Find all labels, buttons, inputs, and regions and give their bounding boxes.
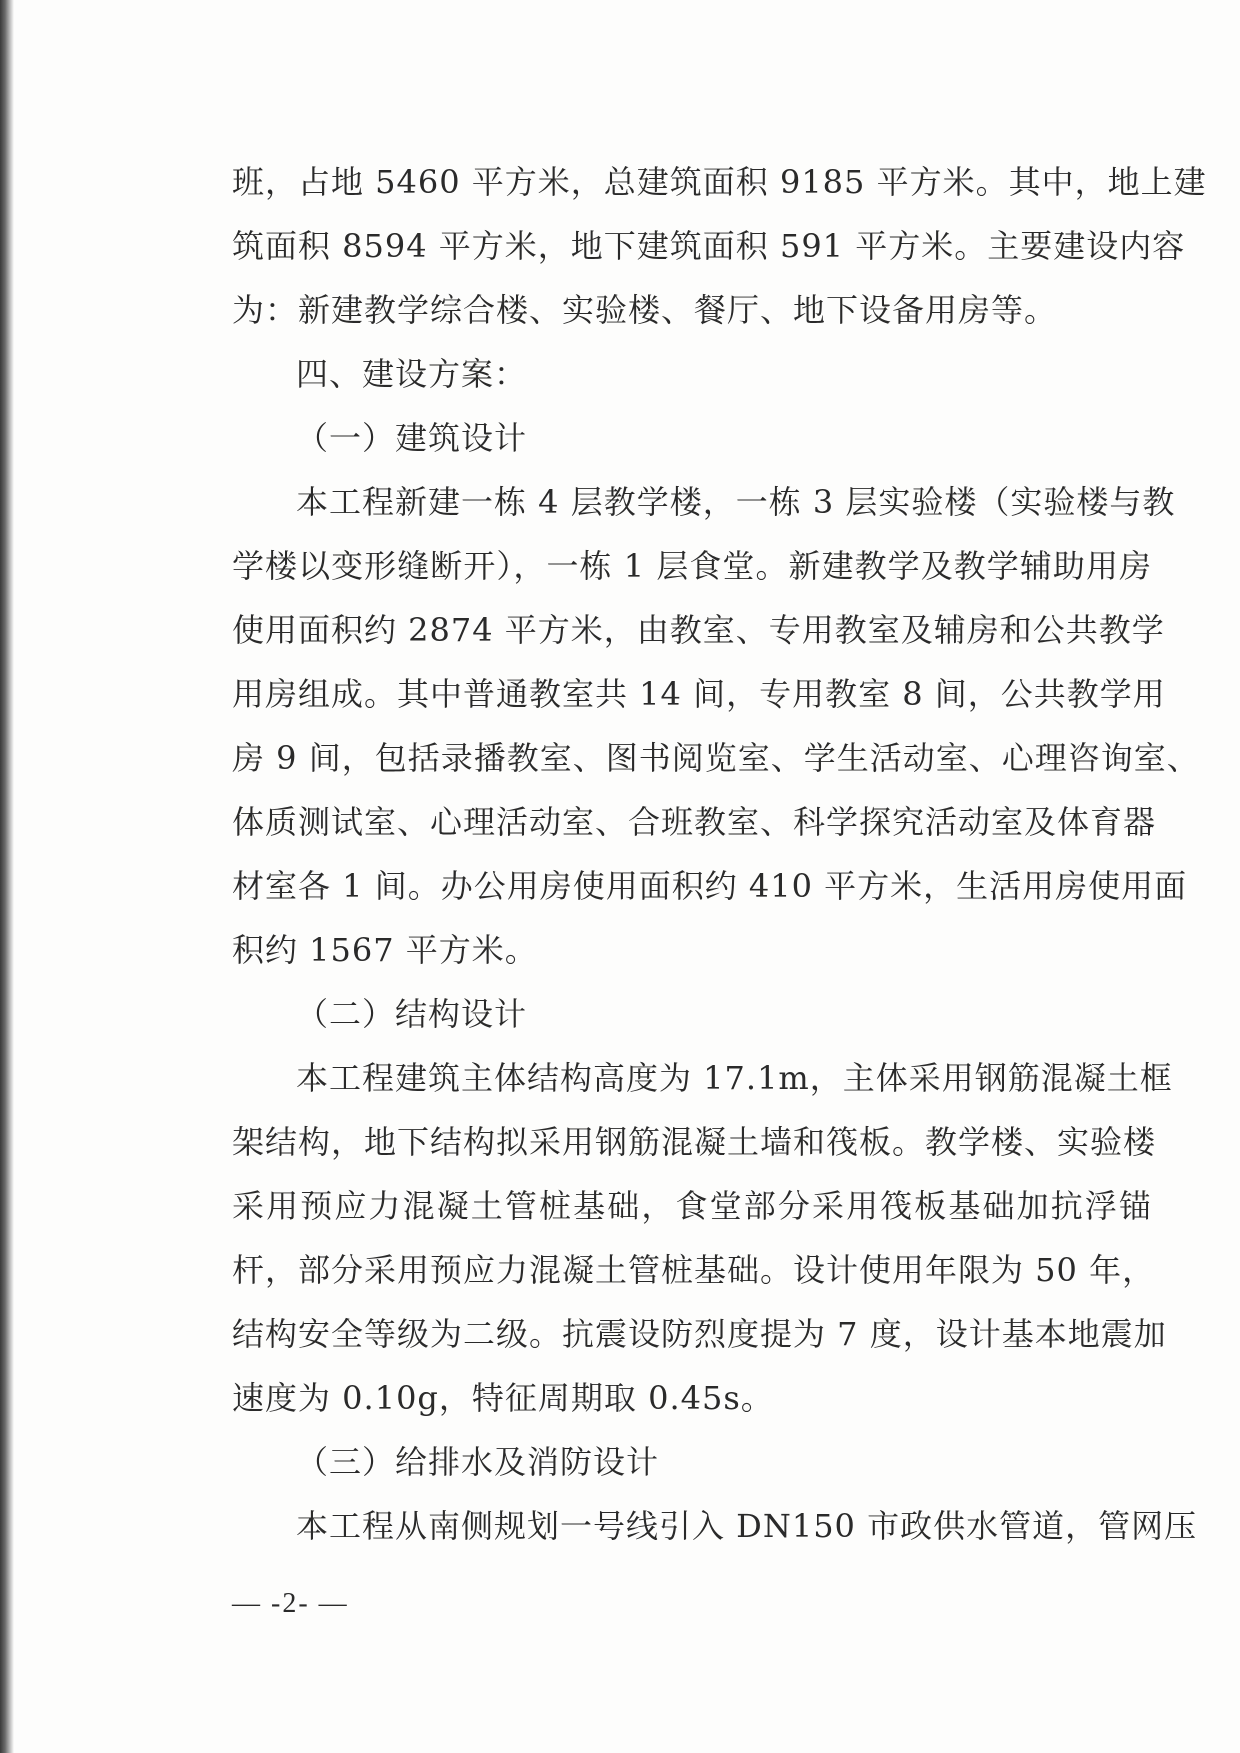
text-line: 材室各 1 间。办公用房使用面积约 410 平方米，生活用房使用面 bbox=[232, 867, 1188, 905]
text-line: 结构安全等级为二级。抗震设防烈度提为 7 度，设计基本地震加 bbox=[232, 1315, 1167, 1353]
text-line: 速度为 0.10g，特征周期取 0.45s。 bbox=[232, 1379, 774, 1417]
text-line: 使用面积约 2874 平方米，由教室、专用教室及辅房和公共教学 bbox=[232, 611, 1165, 649]
text-line: 体质测试室、心理活动室、合班教室、科学探究活动室及体育器 bbox=[232, 803, 1157, 841]
body-text bbox=[232, 150, 1207, 1558]
subsection-heading: （二）结构设计 bbox=[296, 995, 528, 1033]
text-line: 本工程建筑主体结构高度为 17.1m，主体采用钢筋混凝土框 bbox=[296, 1059, 1173, 1097]
page-number: — -2- — bbox=[232, 1588, 349, 1619]
text-line: 学楼以变形缝断开），一栋 1 层食堂。新建教学及教学辅助用房 bbox=[232, 547, 1152, 585]
text-line: 用房组成。其中普通教室共 14 间，专用教室 8 间，公共教学用 bbox=[232, 675, 1166, 713]
text-line: 为：新建教学综合楼、实验楼、餐厅、地下设备用房等。 bbox=[232, 291, 1058, 329]
text-line: 房 9 间，包括录播教室、图书阅览室、学生活动室、心理咨询室、 bbox=[232, 739, 1200, 777]
text-line: 采用预应力混凝土管桩基础，食堂部分采用筏板基础加抗浮锚 bbox=[232, 1187, 1152, 1225]
text-line: 杆，部分采用预应力混凝土管桩基础。设计使用年限为 50 年， bbox=[232, 1251, 1156, 1289]
text-line: 本工程从南侧规划一号线引入 DN150 市政供水管道，管网压 bbox=[296, 1507, 1198, 1545]
section-heading: 四、建设方案： bbox=[296, 355, 528, 393]
subsection-heading: （三）给排水及消防设计 bbox=[296, 1443, 660, 1481]
text-line: 架结构，地下结构拟采用钢筋混凝土墙和筏板。教学楼、实验楼 bbox=[232, 1123, 1157, 1161]
text-line: 班，占地 5460 平方米，总建筑面积 9185 平方米。其中，地上建 bbox=[232, 163, 1207, 201]
text-line: 筑面积 8594 平方米，地下建筑面积 591 平方米。主要建设内容 bbox=[232, 227, 1186, 265]
scan-shadow-edge bbox=[0, 0, 14, 1753]
text-line: 积约 1567 平方米。 bbox=[232, 931, 538, 969]
text-line: 本工程新建一栋 4 层教学楼，一栋 3 层实验楼（实验楼与教 bbox=[296, 483, 1176, 521]
subsection-heading: （一）建筑设计 bbox=[296, 419, 528, 457]
